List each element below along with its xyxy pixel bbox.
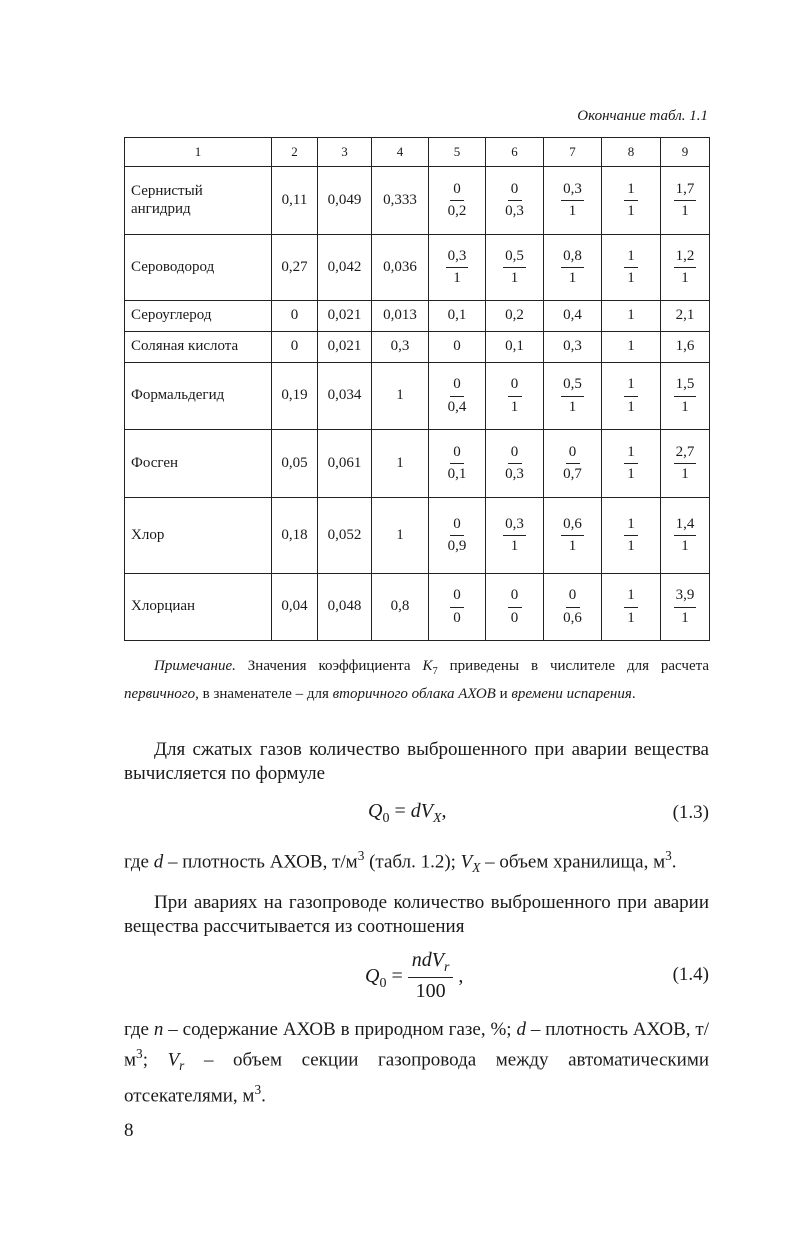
cell: 0,1	[486, 332, 544, 363]
fraction-cell	[661, 430, 710, 498]
table-row	[125, 430, 710, 498]
numerator: 1,4	[674, 516, 697, 536]
text: ;	[142, 1049, 168, 1071]
cell: 0	[272, 301, 318, 332]
numerator: 0	[450, 376, 464, 396]
superscript: 3	[665, 848, 672, 863]
fraction-cell	[486, 235, 544, 301]
note-label: Примечание.	[154, 658, 236, 674]
numerator: 1,7	[674, 181, 697, 201]
cell: 0,1	[429, 301, 486, 332]
note-symbol: K	[422, 658, 433, 674]
fraction-cell	[429, 430, 486, 498]
numerator: 0,3	[561, 181, 584, 201]
cell: 1,6	[661, 332, 710, 363]
cell: 0,013	[372, 301, 429, 332]
denominator: 0,1	[447, 466, 467, 482]
cell: 1	[372, 498, 429, 574]
fraction-cell	[486, 498, 544, 574]
text: – объем хранилища, м	[480, 851, 666, 873]
cell: 0,036	[372, 235, 429, 301]
cell: 0,05	[272, 430, 318, 498]
superscript: 3	[136, 1046, 143, 1061]
formula-1-3	[124, 800, 709, 830]
col-header: 9	[661, 138, 710, 167]
text: где	[124, 851, 154, 873]
denominator: 1	[681, 270, 689, 286]
subscript: X	[472, 860, 481, 876]
col-header: 4	[372, 138, 429, 167]
substance-name: Фосген	[125, 430, 272, 498]
numerator: 0,5	[561, 376, 584, 396]
formula-punct: ,	[453, 964, 464, 987]
fraction-cell	[661, 363, 710, 430]
denominator: 1	[627, 466, 635, 482]
denominator: 1	[510, 270, 519, 286]
cell: 0,061	[318, 430, 372, 498]
cell: 1	[372, 430, 429, 498]
col-header: 1	[125, 138, 272, 167]
fraction-cell	[602, 167, 661, 235]
substance-name: Сероводород	[125, 235, 272, 301]
fraction-cell	[544, 235, 602, 301]
text: где	[124, 1019, 154, 1040]
fraction-cell	[602, 498, 661, 574]
denominator: 0,9	[447, 538, 467, 554]
table-header-row	[125, 138, 710, 167]
symbol: d	[516, 1019, 526, 1040]
col-header: 7	[544, 138, 602, 167]
denominator: 1	[568, 538, 577, 554]
denominator: 1	[510, 398, 519, 415]
numerator: 2,7	[674, 444, 697, 464]
note-text: .	[631, 686, 636, 702]
substance-name-line: ангидрид	[131, 200, 191, 217]
denominator: 0,2	[447, 203, 467, 219]
formula-1-4	[124, 948, 709, 1004]
denominator: 1	[627, 398, 635, 415]
text: .	[261, 1085, 266, 1107]
numerator: 1	[624, 181, 638, 201]
substance-name: Соляная кислота	[125, 332, 272, 363]
denominator: 1	[568, 270, 577, 286]
formula-symbol: ndV	[411, 949, 444, 971]
numerator: 0,3	[503, 516, 526, 536]
formula-sub: 0	[379, 976, 387, 991]
denominator: 1	[681, 398, 689, 415]
cell: 0	[272, 332, 318, 363]
formula-expression	[368, 800, 447, 827]
fraction-cell	[661, 235, 710, 301]
text: – объем секции газопровода между автоматическими отсекателями, м	[124, 1049, 710, 1107]
fraction-cell	[429, 574, 486, 641]
table-row	[125, 574, 710, 641]
fraction-cell	[661, 574, 710, 641]
numerator: 1	[624, 516, 638, 536]
fraction-cell	[486, 167, 544, 235]
col-header: 5	[429, 138, 486, 167]
numerator: 0,8	[561, 248, 584, 268]
col-header: 3	[318, 138, 372, 167]
denominator: 1	[681, 609, 689, 626]
coefficients-table	[124, 137, 710, 641]
note-emphasis: времени испарения	[511, 686, 632, 702]
symbol: d	[153, 851, 164, 873]
fraction-cell	[544, 574, 602, 641]
numerator: 0	[450, 444, 464, 464]
substance-name: Хлор	[125, 498, 272, 574]
formula-symbol: dV	[410, 800, 433, 822]
fraction-cell	[429, 498, 486, 574]
numerator: 0	[450, 516, 464, 536]
numerator: 0	[566, 444, 580, 464]
cell: 0,3	[544, 332, 602, 363]
substance-name	[125, 167, 272, 235]
cell: 0,04	[272, 574, 318, 641]
symbol: V	[460, 851, 473, 873]
cell: 0,4	[544, 301, 602, 332]
fraction-cell	[486, 363, 544, 430]
note-emphasis: первичного	[124, 686, 196, 702]
formula-denominator: 100	[415, 980, 446, 1002]
cell: 1	[602, 332, 661, 363]
cell: 0,052	[318, 498, 372, 574]
fraction-cell	[544, 498, 602, 574]
fraction-cell	[544, 363, 602, 430]
text: .	[671, 851, 677, 873]
numerator: 1,5	[674, 376, 697, 396]
table-row	[125, 363, 710, 430]
cell: 2,1	[661, 301, 710, 332]
cell: 0,27	[272, 235, 318, 301]
formula-numerator	[408, 949, 454, 978]
col-header: 6	[486, 138, 544, 167]
numerator: 0,6	[561, 516, 584, 536]
note-text: и	[495, 686, 512, 702]
fraction-cell	[602, 430, 661, 498]
paragraph-compressed-gas: Для сжатых газов количество выброшенного при аварии вещества вычисляется по формуле	[124, 739, 709, 784]
numerator: 0	[508, 587, 522, 607]
formula-punct: ,	[441, 800, 447, 822]
cell: 0,021	[318, 301, 372, 332]
table-row	[125, 301, 710, 332]
formula-operator: =	[386, 964, 408, 987]
table-note	[124, 655, 709, 705]
text: – плотность АХОВ, т/м	[163, 851, 358, 873]
col-header: 2	[272, 138, 318, 167]
fraction-cell	[486, 430, 544, 498]
denominator: 0,7	[563, 466, 582, 482]
denominator: 1	[568, 203, 577, 219]
denominator: 0,6	[563, 609, 582, 626]
cell: 0,11	[272, 167, 318, 235]
numerator: 1	[624, 587, 638, 607]
numerator: 3,9	[674, 587, 697, 607]
cell: 0,042	[318, 235, 372, 301]
col-header: 8	[602, 138, 661, 167]
formula-sub: X	[432, 811, 442, 826]
table-caption: Окончание табл. 1.1	[577, 108, 708, 124]
formula-expression	[365, 948, 463, 1004]
numerator: 0	[450, 181, 464, 201]
table-row	[125, 498, 710, 574]
cell: 0,048	[318, 574, 372, 641]
fraction-cell	[602, 235, 661, 301]
denominator: 0	[510, 609, 519, 626]
note-text: Значения коэффициента	[235, 658, 423, 674]
substance-name: Сероуглерод	[125, 301, 272, 332]
page-number: 8	[124, 1120, 134, 1141]
cell: 0,034	[318, 363, 372, 430]
denominator: 0,3	[505, 466, 524, 482]
formula-operator: =	[389, 800, 411, 822]
denominator: 0	[453, 609, 461, 626]
denominator: 1	[681, 538, 689, 554]
formula-fraction	[408, 949, 454, 1003]
cell: 0,3	[372, 332, 429, 363]
numerator: 0	[508, 444, 522, 464]
denominator: 1	[681, 466, 689, 482]
cell: 0,2	[486, 301, 544, 332]
denominator: 1	[627, 609, 635, 626]
numerator: 0	[450, 587, 464, 607]
note-emphasis: вторичного облака АХОВ	[332, 686, 496, 702]
equation-number: (1.4)	[672, 964, 709, 985]
denominator: 1	[510, 538, 519, 554]
text: (табл. 1.2);	[364, 851, 461, 873]
denominator: 1	[627, 270, 635, 286]
numerator: 0	[508, 181, 522, 201]
cell: 0,8	[372, 574, 429, 641]
fraction-cell	[486, 574, 544, 641]
paragraph-definitions-1	[124, 844, 709, 880]
numerator: 1	[624, 444, 638, 464]
fraction-cell	[602, 363, 661, 430]
table-row	[125, 332, 710, 363]
substance-name-line: Сернистый	[131, 183, 203, 200]
superscript: 3	[254, 1082, 262, 1098]
cell: 0,18	[272, 498, 318, 574]
fraction-cell	[602, 574, 661, 641]
table-row	[125, 167, 710, 235]
denominator: 0,3	[505, 203, 524, 219]
text: – плотность АХОВ, т/м	[124, 1019, 709, 1071]
note-text: приведены в числителе для расчета	[437, 658, 710, 674]
cell: 1	[372, 363, 429, 430]
cell: 0	[429, 332, 486, 363]
note-text: , в знаменателе – для	[195, 686, 333, 702]
equation-number: (1.3)	[672, 802, 709, 823]
numerator: 0	[508, 376, 522, 396]
denominator: 1	[568, 398, 577, 415]
cell: 0,333	[372, 167, 429, 235]
cell: 0,19	[272, 363, 318, 430]
note-symbol-sub: 7	[432, 666, 438, 677]
cell: 0,049	[318, 167, 372, 235]
fraction-cell	[429, 363, 486, 430]
numerator: 0,3	[446, 248, 469, 268]
formula-symbol: Q	[365, 964, 380, 987]
text: – содержание АХОВ в природном газе, %;	[163, 1019, 517, 1040]
fraction-cell	[429, 167, 486, 235]
substance-name: Хлорциан	[125, 574, 272, 641]
numerator: 0,5	[503, 248, 526, 268]
fraction-cell	[429, 235, 486, 301]
table-row	[125, 235, 710, 301]
denominator: 1	[453, 270, 461, 286]
subscript: r	[179, 1058, 185, 1074]
cell: 0,021	[318, 332, 372, 363]
fraction-cell	[544, 167, 602, 235]
cell: 1	[602, 301, 661, 332]
substance-name: Формальдегид	[125, 363, 272, 430]
denominator: 0,4	[447, 398, 467, 415]
symbol: n	[153, 1019, 164, 1040]
formula-sub: r	[443, 960, 450, 975]
fraction-cell	[661, 498, 710, 574]
numerator: 1	[624, 376, 638, 396]
denominator: 1	[627, 203, 635, 219]
superscript: 3	[357, 848, 365, 863]
paragraph-definitions-2	[124, 1018, 709, 1108]
symbol: V	[167, 1049, 180, 1071]
fraction-cell	[544, 430, 602, 498]
denominator: 1	[681, 203, 689, 219]
numerator: 0	[566, 587, 580, 607]
numerator: 1,2	[674, 248, 697, 268]
formula-sub: 0	[382, 811, 390, 826]
formula-symbol: Q	[368, 800, 383, 822]
numerator: 1	[624, 248, 638, 268]
fraction-cell	[661, 167, 710, 235]
denominator: 1	[627, 538, 635, 554]
paragraph-pipeline: При авариях на газопроводе количество выброшенного при аварии вещества рассчитывается из соотношения	[124, 892, 709, 937]
